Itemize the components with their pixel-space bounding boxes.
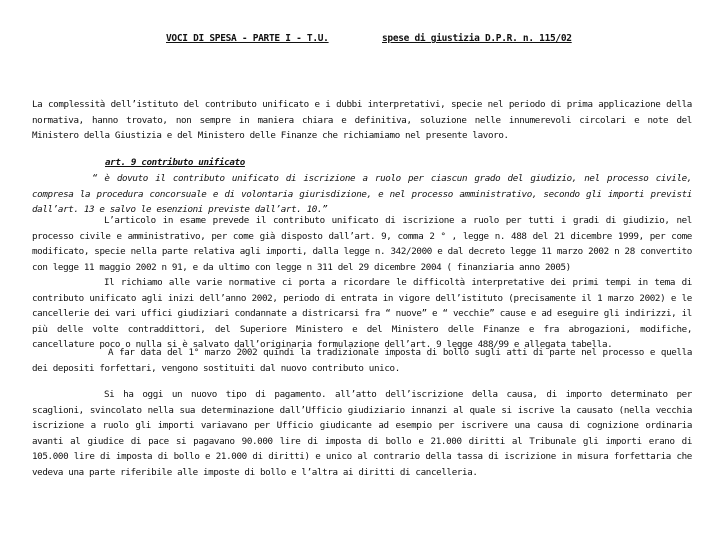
paragraph-march-2002: A far data del 1° marzo 2002 quindi la tradizionale imposta di bollo sugli atti di parte nel processo e quella dei depositi forfettari, vengono sostituiti dal nuovo contributo unico. bbox=[32, 347, 692, 374]
article-quote: “ è dovuto il contributo unificato di iscrizione a ruolo per ciascun grado del giudizio, nel processo civile, compresa la procedura concorsuale e di volontaria giurisdizione, e nel processo amministrativo, secondo gli importi previsti dall’art. 13 e salvo le esenzioni previste dall’art. 10.” bbox=[32, 173, 692, 216]
paragraph-article-description: L’articolo in esame prevede il contributo unificato di iscrizione a ruolo per tutti i gradi di giudizio, nel processo civile e amministrativo, per come già disposto dall’art. 9, comma 2 ° , legge n. 488 del 21 dicembre 1999, per come modificato, specie nella parte relativa agli importi, dalla legge n. 342/2000 e dal decreto legge 11 marzo 2002 n 28 convertito con legge 11 maggio 2002 n 91, e da ultimo con legge n 311 del 29 dicembre 2004 ( finanziaria anno 2005) bbox=[32, 215, 692, 273]
paragraph-interpretive-difficulties: Il richiamo alle varie normative ci porta a ricordare le difficoltà interpretative dei primi tempi in tema di contributo unificato agli inizi dell’anno 2002, periodo di entrata in vigore dell’istituto (precisamente il 1 marzo 2002) e le cancellerie dei vari uffici giudiziari condannate a districarsi fra “ nuove” e “ vecchie” cause e ad eseguire gli indirizzi, il più delle volte contraddittori, del Superiore Ministero e del Ministero delle Finanze e fra abrogazioni, modifiche, cancellature poco o nulla si è salvato dall’originaria formulazione dell’art. 9 legge 488/99 e allegata tabella. bbox=[32, 277, 692, 351]
header-title-right: spese di giustizia D.P.R. n. 115/02 bbox=[382, 33, 572, 44]
article-heading: art. 9 contributo unificato bbox=[105, 157, 245, 168]
header-title-left: VOCI DI SPESA - PARTE I - T.U. bbox=[166, 33, 329, 44]
paragraph-new-payment: Si ha oggi un nuovo tipo di pagamento. all’atto dell’iscrizione della causa, di importo determinato per scaglioni, svincolato nella sua determinazione dall’Ufficio giudiziario innanzi al quale si iscrive la causato (nella vecchia iscrizione a ruolo gli importi variavano per Ufficio giudicante ad esempio per iscrivere una causa di cognizione ordinaria avanti al giudice di pace si pagavano 90.000 lire di imposta di bollo e 21.000 diritti al Tribunale gli importi erano di 105.000 lire di imposta di bollo e 21.000 di diritti) e unico al contrario della tassa di iscrizione in misura forfettaria che vedeva una parte riferibile alle imposte di bollo e l’altra ai diritti di cancelleria. bbox=[32, 389, 692, 478]
intro-paragraph: La complessità dell’istituto del contributo unificato e i dubbi interpretativi, specie nel periodo di prima applicazione della normativa, hanno trovato, non sempre in maniera chiara e definitiva, soluzione nelle innumerevoli circolari e note del Ministero della Giustizia e del Ministero delle Finanze che richiamiamo nel presente lavoro. bbox=[32, 99, 692, 142]
